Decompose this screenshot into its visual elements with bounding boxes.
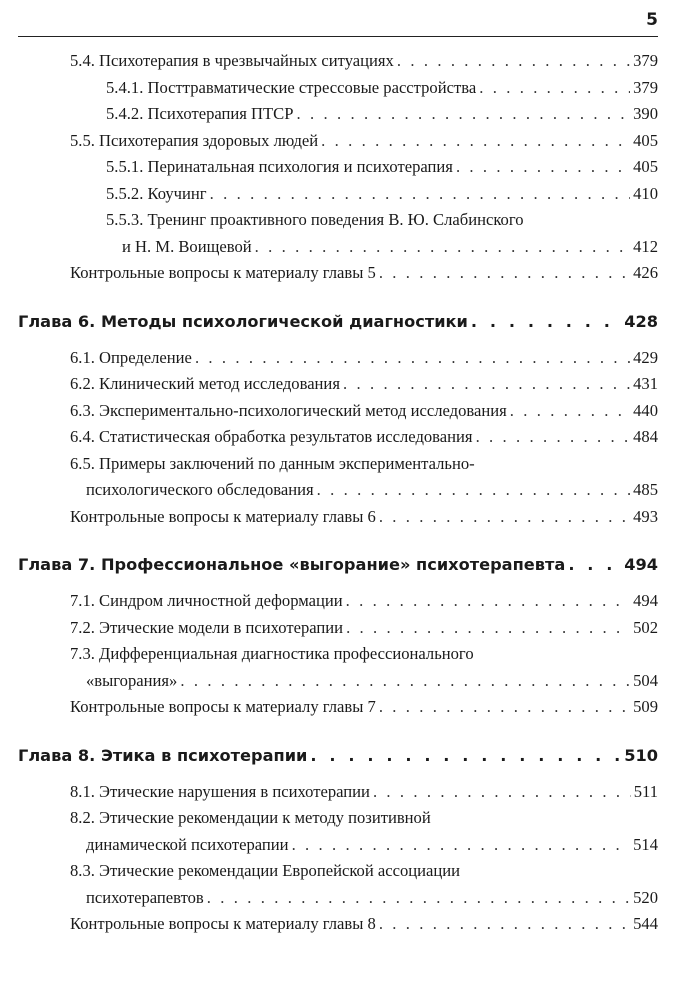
toc-entry[interactable] [18,588,658,615]
chapter-page: 428 [624,311,658,331]
toc-entry[interactable] [18,911,658,938]
entry-page: 484 [633,427,658,446]
toc-entry[interactable] [18,128,658,155]
toc-entry[interactable] [18,371,658,398]
section-gap [18,287,658,295]
toc-entry[interactable] [18,779,658,806]
leader-dots [195,345,630,372]
entry-page: 493 [633,506,658,526]
leader-dots [510,398,630,425]
entry-text: 5.4.1. Посттравматические стрессовые расстройства [106,77,477,97]
entry-page: 544 [633,914,658,933]
entry-page: 405 [633,130,658,150]
leader-dots [471,309,621,335]
chapter-title: Глава 6. Методы психологической диагностики [18,311,468,331]
entry-text: 5.4. Психотерапия в чрезвычайных ситуациях [70,51,394,70]
toc-entry[interactable] [18,805,658,858]
chapter-title: Глава 8. Этика в психотерапии [18,745,308,765]
entry-text: 6.4. Статистическая обработка результатов исследования [70,427,473,446]
entry-text: 5.5.2. Коучинг [106,183,207,203]
entry-text: Контрольные вопросы к материалу главы 5 [70,263,376,282]
entry-page: 412 [633,236,658,256]
entry-page: 410 [633,183,658,203]
entry-text: 6.2. Клинический метод исследования [70,374,340,393]
entry-text: динамической психотерапии [86,834,289,854]
leader-dots [180,668,630,695]
leader-dots [207,885,630,912]
leader-dots [379,694,630,721]
leader-dots [476,424,631,451]
entry-text: 6.1. Определение [70,347,192,367]
chapter-heading[interactable] [18,552,658,578]
leader-dots [296,101,630,128]
leader-dots [321,128,630,155]
entry-text: Контрольные вопросы к материалу главы 6 [70,506,376,526]
entry-text: 7.2. Этические модели в психотерапии [70,617,344,637]
leader-dots [397,48,630,75]
toc-entry[interactable] [18,260,658,287]
leader-dots [456,154,630,181]
entry-text: 5.5.1. Перинатальная психология и психотерапия [106,157,453,176]
page-number: 5 [646,10,658,30]
entry-text: 5.4.2. Психотерапия ПТСР [106,104,294,123]
entry-page: 502 [633,617,658,637]
chapter-heading[interactable] [18,743,658,769]
entry-text: 6.3. Экспериментально-психологический метод исследования [70,400,507,420]
table-of-contents [18,48,658,938]
entry-text: 8.1. Этические нарушения в психотерапии [70,781,370,801]
entry-text: 5.5.3. Тренинг проактивного поведения В. Ю. Слабинского [106,210,524,229]
entry-page: 379 [633,77,658,97]
entry-page: 504 [633,670,658,690]
entry-text: 8.3. Этические рекомендации Европейской ассоциации [70,861,461,880]
entry-text: Контрольные вопросы к материалу главы 8 [70,914,376,933]
section-gap [18,721,658,729]
entry-text: «выгорания» [86,670,178,690]
toc-entry[interactable] [18,181,658,208]
leader-dots [568,552,621,578]
toc-entry[interactable] [18,641,658,694]
toc-entry[interactable] [18,694,658,721]
toc-entry[interactable] [18,424,658,451]
toc-entry[interactable] [18,451,658,504]
chapter-heading[interactable] [18,309,658,335]
leader-dots [379,504,630,531]
entry-page: 431 [633,374,658,393]
leader-dots [210,181,631,208]
entry-page: 379 [633,51,658,70]
entry-page: 440 [633,400,658,420]
toc-entry[interactable] [18,615,658,642]
entry-page: 494 [633,591,658,610]
toc-entry[interactable] [18,858,658,911]
entry-page: 509 [633,697,658,716]
entry-page: 429 [633,347,658,367]
toc-entry[interactable] [18,398,658,425]
entry-text: Контрольные вопросы к материалу главы 7 [70,697,376,716]
entry-text: 5.5. Психотерапия здоровых людей [70,130,319,150]
toc-entry[interactable] [18,207,658,260]
entry-page: 514 [633,834,658,854]
leader-dots [346,615,630,642]
entry-text: и Н. М. Воищевой [122,236,252,256]
toc-entry[interactable] [18,154,658,181]
leader-dots [346,588,630,615]
leader-dots [317,477,630,504]
entry-page: 426 [633,263,658,282]
entry-page: 405 [633,157,658,176]
entry-page: 390 [633,104,658,123]
toc-entry[interactable] [18,75,658,102]
entry-text: психотерапевтов [86,887,204,907]
leader-dots [479,75,630,102]
chapter-page: 494 [624,555,658,574]
toc-entry[interactable] [18,48,658,75]
entry-text: 7.3. Дифференциальная диагностика профессионального [70,644,474,663]
entry-text: 8.2. Этические рекомендации к методу позитивной [70,808,431,827]
entry-text: 7.1. Синдром личностной деформации [70,591,343,610]
entry-page: 520 [633,887,658,907]
leader-dots [292,832,631,859]
leader-dots [255,234,630,261]
toc-entry[interactable] [18,345,658,372]
leader-dots [379,260,630,287]
leader-dots [373,779,631,806]
entry-text: психологического обследования [86,480,314,499]
section-gap [18,530,658,538]
leader-dots [310,743,621,769]
header-rule [18,36,658,37]
chapter-page: 510 [624,745,658,765]
entry-text: 6.5. Примеры заключений по данным экспериментально- [70,453,475,473]
entry-page: 511 [633,781,658,801]
toc-entry[interactable] [18,504,658,531]
leader-dots [343,371,630,398]
entry-page: 485 [633,480,658,499]
leader-dots [379,911,630,938]
toc-entry[interactable] [18,101,658,128]
chapter-title: Глава 7. Профессиональное «выгорание» психотерапевта [18,555,566,574]
